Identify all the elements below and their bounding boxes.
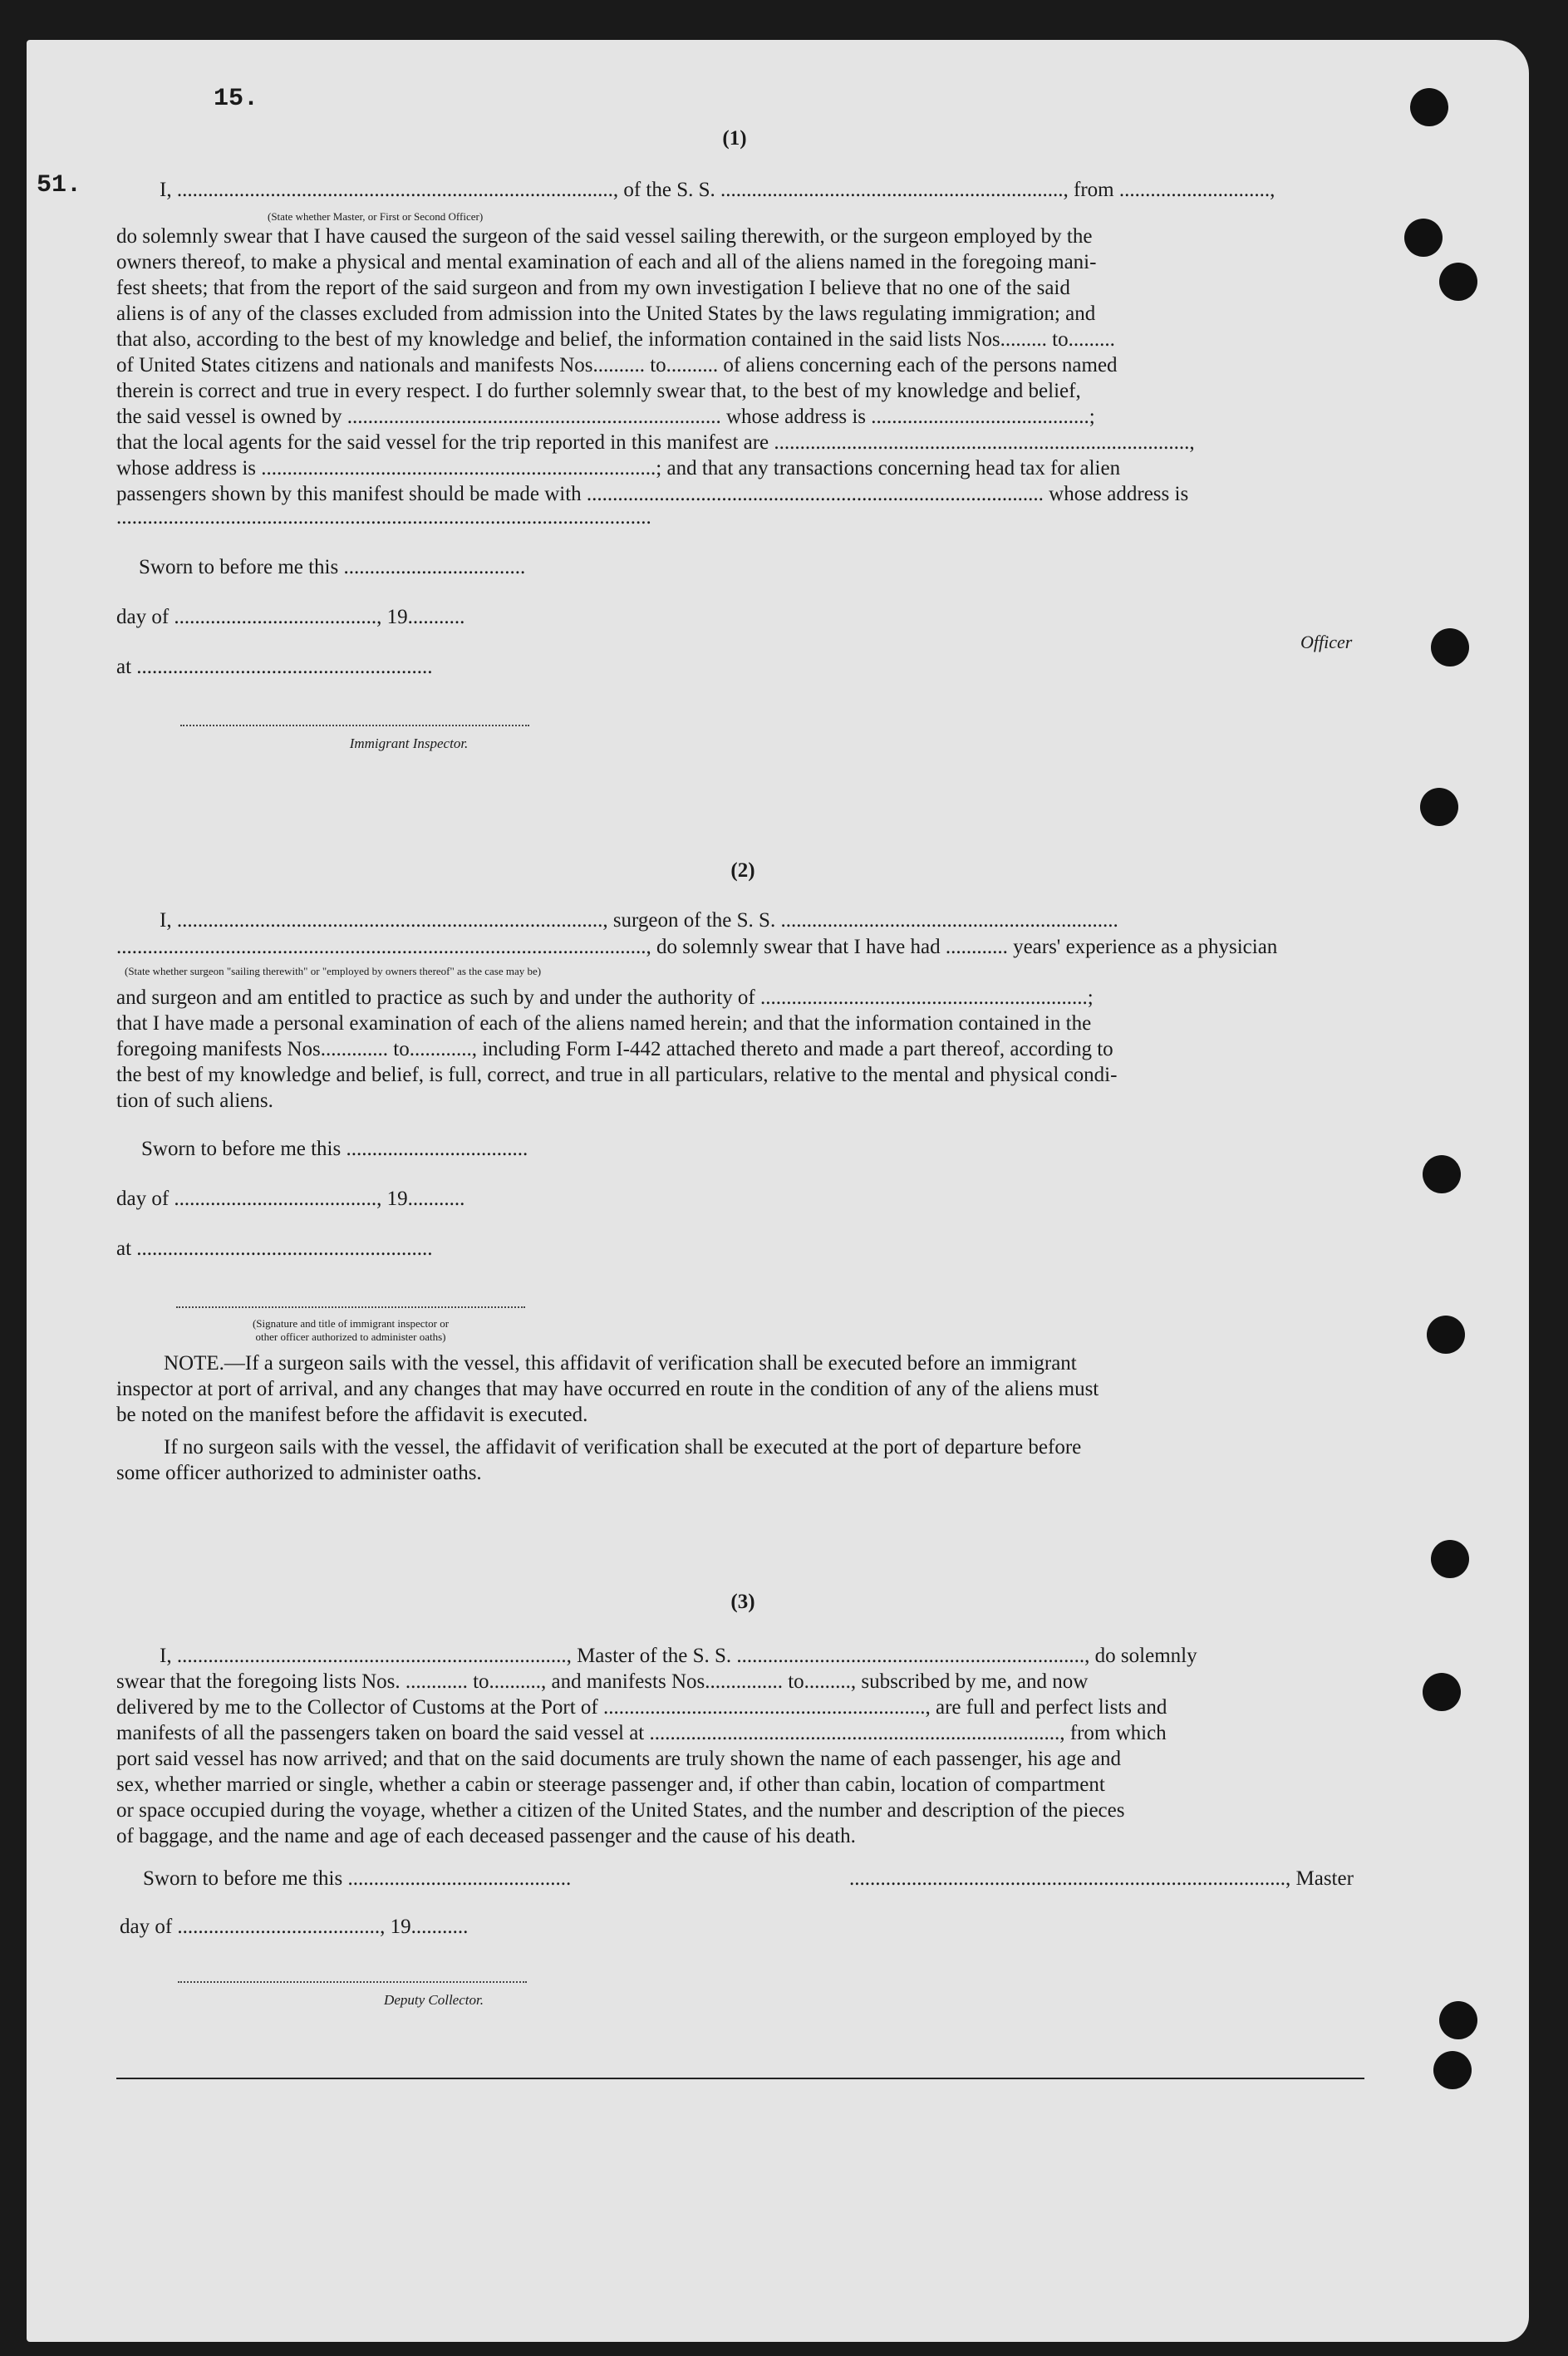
margin-number-stamp: 51. bbox=[37, 171, 82, 199]
body-line: I, ..........................................................................., Master of the S. S. ..................................................................., do solemnly bbox=[160, 1645, 1197, 1667]
body-line: port said vessel has now arrived; and that on the said documents are truly shown the name of each passenger, his age and bbox=[116, 1748, 1122, 1770]
body-line: sex, whether married or single, whether a cabin or steerage passenger and, if other than cabin, location of compartment bbox=[116, 1773, 1105, 1796]
at-line: at ......................................................... bbox=[116, 656, 433, 678]
note-line: be noted on the manifest before the affidavit is executed. bbox=[116, 1404, 588, 1426]
document-page bbox=[27, 40, 1529, 2342]
master-signature-line: ...................................................................................., Master bbox=[849, 1867, 1354, 1890]
section-1-caption: (State whether Master, or First or Second Officer) bbox=[268, 210, 484, 223]
punch-hole bbox=[1439, 263, 1477, 301]
body-line: that the local agents for the said vessel for the trip reported in this manifest are ................................................................................, bbox=[116, 431, 1195, 454]
punch-hole bbox=[1410, 88, 1448, 126]
body-line: the said vessel is owned by ........................................................................ whose address is ..........................................; bbox=[116, 406, 1095, 428]
note-line: some officer authorized to administer oaths. bbox=[116, 1462, 482, 1484]
punch-hole bbox=[1404, 219, 1443, 257]
day-line: day of ......................................., 19........... bbox=[116, 606, 465, 628]
bottom-rule bbox=[116, 2078, 1364, 2079]
body-line: delivered by me to the Collector of Customs at the Port of .............................................................., are full and perfect lists and bbox=[116, 1696, 1167, 1719]
body-line: owners thereof, to make a physical and mental examination of each and all of the aliens named in the foregoing mani- bbox=[116, 251, 1097, 273]
day-line: day of ......................................., 19........... bbox=[120, 1916, 469, 1938]
body-line: fest sheets; that from the report of the said surgeon and from my own investigation I believe that no one of the said bbox=[116, 277, 1070, 299]
body-line: that also, according to the best of my knowledge and belief, the information contained in the said lists Nos......... to......... bbox=[116, 328, 1115, 351]
collector-title: Deputy Collector. bbox=[384, 1992, 484, 2008]
section-1-line: I, ...................................................................................., of the S. S. .................................................................., from ............................., bbox=[160, 179, 1276, 201]
body-line: tion of such aliens. bbox=[116, 1089, 273, 1112]
sworn-line: Sworn to before me this ........................................... bbox=[143, 1867, 572, 1890]
body-line: and surgeon and am entitled to practice as such by and under the authority of ...............................................................; bbox=[116, 986, 1094, 1009]
page-number-stamp: 15. bbox=[214, 85, 259, 113]
body-line: swear that the foregoing lists Nos. ............ to.........., and manifests Nos............... to........., subscribed by me, and now bbox=[116, 1670, 1089, 1693]
section-2-line: ......................................................................................................, do solemnly swear that I have had ............ years' experience as a physician bbox=[116, 936, 1278, 958]
body-line: ....................................................................................................... bbox=[116, 506, 651, 529]
section-1-number: (1) bbox=[722, 127, 747, 150]
body-line: of baggage, and the name and age of each deceased passenger and the cause of his death. bbox=[116, 1825, 856, 1847]
sworn-line: Sworn to before me this ................................... bbox=[141, 1138, 528, 1160]
section-2-line: I, .................................................................................., surgeon of the S. S. ................................................................. bbox=[160, 909, 1118, 932]
section-2-caption: (State whether surgeon "sailing therewith" or "employed by owners thereof" as the case may be) bbox=[125, 965, 542, 977]
body-line: whose address is ............................................................................; and that any transactions concerning head tax for alien bbox=[116, 457, 1121, 480]
punch-hole bbox=[1423, 1155, 1461, 1193]
punch-hole bbox=[1423, 1673, 1461, 1711]
section-3-number: (3) bbox=[730, 1591, 755, 1613]
inspector-title: Immigrant Inspector. bbox=[349, 735, 469, 751]
day-line: day of ......................................., 19........... bbox=[116, 1188, 465, 1210]
body-line: passengers shown by this manifest should be made with ........................................................................................ whose address is bbox=[116, 483, 1189, 505]
punch-hole bbox=[1427, 1316, 1465, 1354]
body-line: or space occupied during the voyage, whether a citizen of the United States, and the number and description of the pieces bbox=[116, 1799, 1125, 1822]
body-line: therein is correct and true in every respect. I do further solemnly swear that, to the best of my knowledge and belief, bbox=[116, 380, 1081, 402]
note-line: inspector at port of arrival, and any changes that may have occurred en route in the condition of any of the aliens must bbox=[116, 1378, 1099, 1400]
body-line: do solemnly swear that I have caused the surgeon of the said vessel sailing therewith, or the surgeon employed by the bbox=[116, 225, 1093, 248]
body-line: aliens is of any of the classes excluded from admission into the United States by the laws regulating immigration; and bbox=[116, 302, 1096, 325]
punch-hole bbox=[1431, 628, 1469, 666]
punch-hole bbox=[1420, 788, 1458, 826]
section-2-caption-2: other officer authorized to administer oaths) bbox=[255, 1330, 446, 1343]
note-line: If no surgeon sails with the vessel, the affidavit of verification shall be executed at the port of departure before bbox=[164, 1436, 1082, 1458]
body-line: the best of my knowledge and belief, is full, correct, and true in all particulars, relative to the mental and physical condi- bbox=[116, 1064, 1118, 1086]
body-line: that I have made a personal examination of each of the aliens named herein; and that the information contained in the bbox=[116, 1012, 1092, 1035]
body-line: manifests of all the passengers taken on board the said vessel at ..............................................................................., from which bbox=[116, 1722, 1167, 1744]
body-line: foregoing manifests Nos............. to............, including Form I-442 attached thereto and made a part thereof, according to bbox=[116, 1038, 1113, 1060]
punch-hole bbox=[1433, 2051, 1472, 2089]
note-line: NOTE.—If a surgeon sails with the vessel, this affidavit of verification shall be executed before an immigrant bbox=[164, 1352, 1077, 1375]
sworn-line: Sworn to before me this ................................... bbox=[139, 556, 526, 578]
section-2-number: (2) bbox=[730, 859, 755, 882]
punch-hole bbox=[1431, 1540, 1469, 1578]
punch-hole bbox=[1439, 2001, 1477, 2039]
at-line: at ......................................................... bbox=[116, 1237, 433, 1260]
officer-title: Officer bbox=[1300, 632, 1353, 652]
body-line: of United States citizens and nationals and manifests Nos.......... to.......... of aliens concerning each of the persons named bbox=[116, 354, 1118, 376]
section-2-caption-2: (Signature and title of immigrant inspector or bbox=[252, 1317, 450, 1330]
